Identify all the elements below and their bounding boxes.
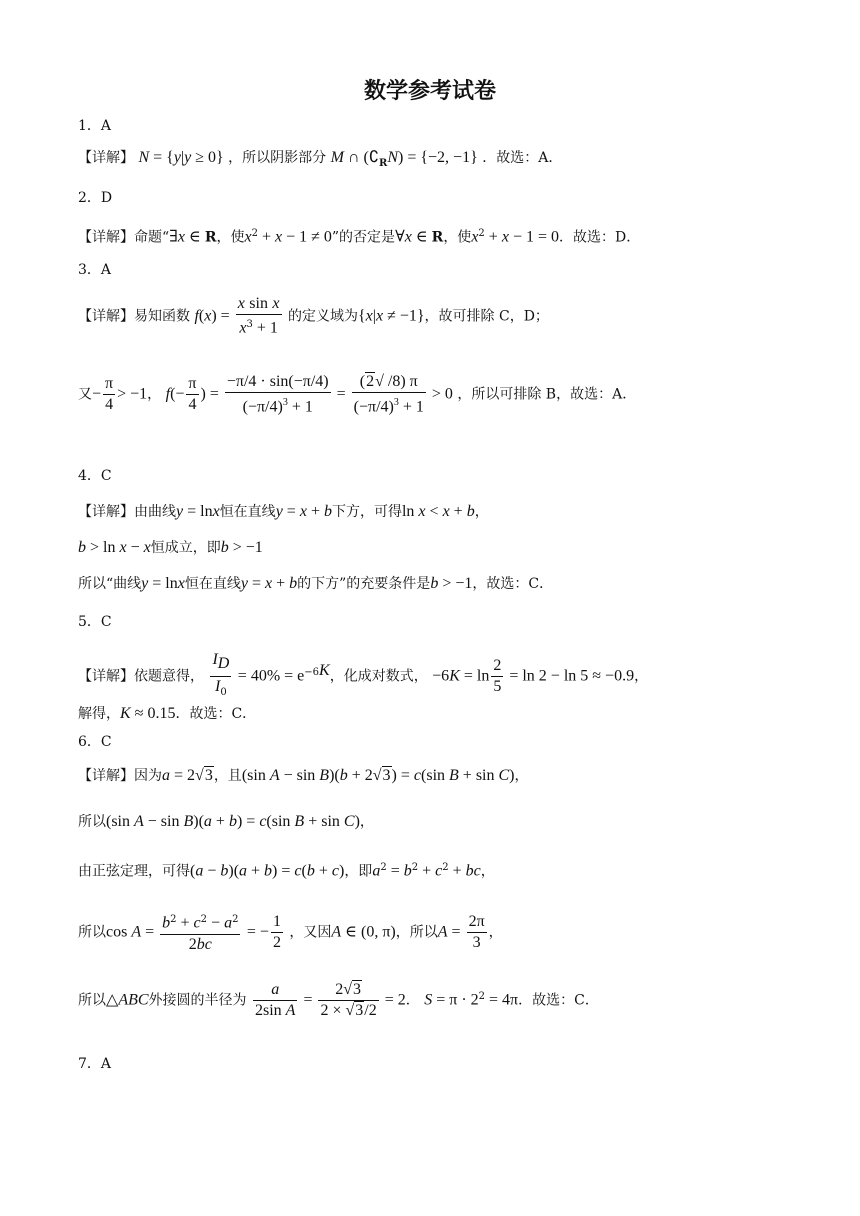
explanation-4b: b > ln x − x恒成立，即b > −1 (78, 539, 263, 556)
explanation-4a: 【详解】由曲线y = lnx恒在直线y = x + b下方，可得ln x < x + b， (78, 503, 489, 520)
explanation-6e: 所以△ABC外接圆的半径为 $\frac{a}{\text{2sin A}}$ = $\frac{2√3}{2 \times √3/2}$ = 2． $S = \pi \cdot 2^2 = 4\pi$．故选：C． (78, 981, 599, 1019)
explanation-label: 【详解】 (78, 150, 134, 166)
explanation-6a: 【详解】因为a = 2√3，且(sin A − sin B)(b + 2√3) = c(sin B + sin C)， (78, 767, 529, 784)
explanation-4c: 所以“曲线y = lnx恒在直线y = x + b的下方”的充要条件是b > −1，故选：C． (78, 575, 554, 592)
answer-6: 6．C (78, 734, 112, 750)
answer-4: 4．C (78, 468, 112, 484)
explanation-1: 【详解】 N = {y|y ≥ 0} ，所以阴影部分 M ∩ $(∁_RN) = \{-2$, −1} ．故选：A． (78, 149, 563, 169)
explanation-3a: 【详解】易知函数 f(x) = $\frac{\text{x sin x}}{x^3 + 1}$ 的定义域为{x|x ≠ −1}，故可排除 C，D； (78, 295, 549, 337)
explanation-6c: 由正弦定理，可得(a − b)(a + b) = c(b + c)，即$a^2 = b^2 + c^2$ + bc， (78, 862, 495, 880)
answer-5: 5．C (78, 614, 112, 630)
explanation-3b: 又− $\frac{\pi}{4}$ > −1， f(− $\frac{\pi}{4}$ ) = $\frac{-\pi/4 \cdot \sin(-\pi/4)}{(-\pi/4)^3 + 1}$ = $\frac{(2√ /8) \pi}{(-\pi/4)^3 + 1}$ > 0 ，所以可排除 B，故选：A． (78, 373, 637, 416)
answer-2: 2．D (78, 190, 113, 206)
explanation-2: 【详解】命题“∃x ∈ R，使$x^2 + x - 1 \ne 0$”的否定是∀x ∈ R，使$x^2 + x - 1 = 0$．故选：D． (78, 228, 641, 246)
explanation-6d: 所以cos A = $\frac{b^2 + c^2 - a^2}{2bc}$ = − $\frac{1}{2}$ ，又因A ∈ (0, π)，所以A = $\frac{2\pi}{3}$ ， (78, 910, 503, 955)
explanation-6b: 所以(sin A − sin B)(a + b) = c(sin B + sin C)， (78, 813, 374, 830)
page-title: 数学参考试卷 (363, 79, 496, 104)
explanation-5b: 解得，K ≈ 0.15．故选：C． (78, 705, 257, 722)
answer-7: 7．A (78, 1056, 112, 1072)
explanation-5a: 【详解】依题意得， $\frac{I_D}{I_0}$ = $40\% = e^{-6K}$，化成对数式， −6K = ln $\frac{2}{5}$ = ln 2 − ln 5 ≈ −0.9， (78, 651, 649, 698)
answer-3: 3．A (78, 262, 112, 278)
answer-1: 1．A (78, 118, 112, 134)
